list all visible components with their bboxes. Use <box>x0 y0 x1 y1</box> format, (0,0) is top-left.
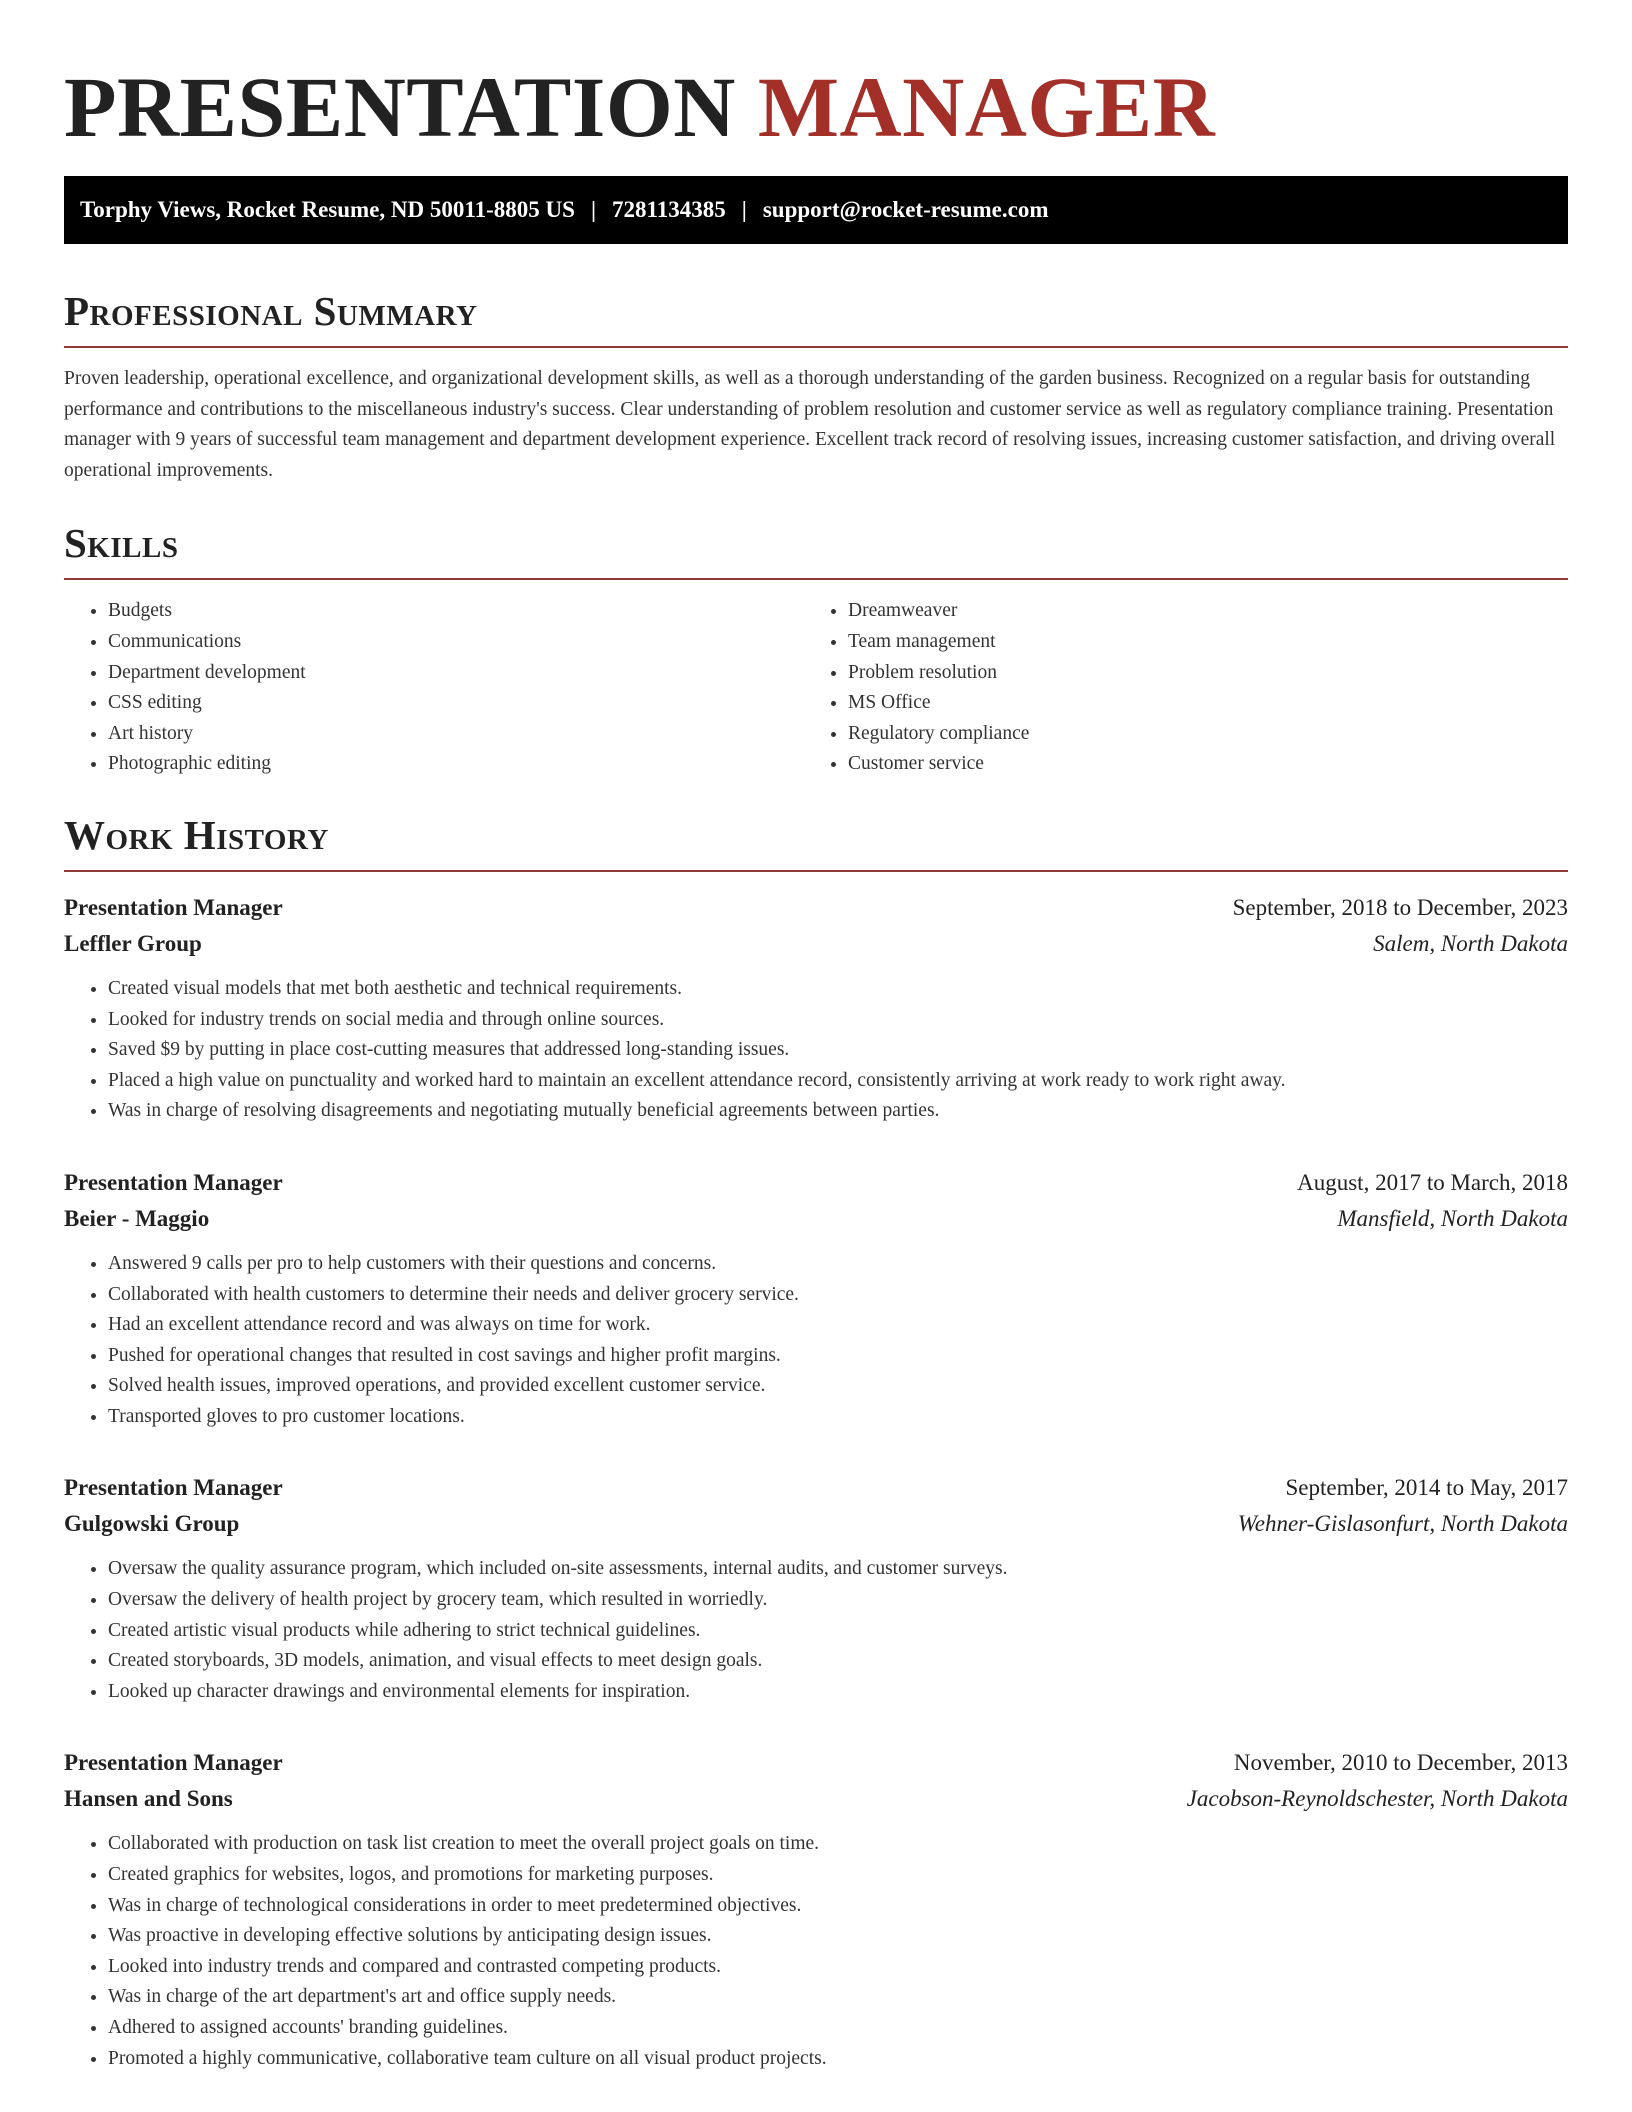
section-divider <box>64 578 1568 580</box>
job-dates: November, 2010 to December, 2013 <box>1233 1750 1568 1776</box>
job-bullet: • Was in charge of technological considerations in order to meet predetermined objectives. <box>108 1891 1568 1922</box>
job-bullet: • Transported gloves to pro customer locations. <box>108 1402 1568 1433</box>
job-location: Mansfield, North Dakota <box>1337 1205 1568 1231</box>
job-bullet: • Oversaw the delivery of health project by grocery team, which resulted in worriedly. <box>108 1585 1568 1616</box>
contact-separator: | <box>590 197 597 222</box>
job-bullet: • Placed a high value on punctuality and worked hard to maintain an excellent attendance record, consistently arriving at work ready to work right away. <box>108 1066 1568 1097</box>
job-bullet: • Was in charge of the art department's art and office supply needs. <box>108 1982 1568 2013</box>
job-bullet: • Oversaw the quality assurance program, which included on-site assessments, internal audits, and customer surveys. <box>108 1554 1568 1585</box>
job-bullets <box>64 1249 1568 1433</box>
section-divider <box>64 870 1568 872</box>
job-bullets <box>64 1554 1568 1707</box>
summary-text: Proven leadership, operational excellence, and organizational development skills, as well as a thorough understanding of the garden business. Recognized on a regular basis for outstanding performance and contributions to the miscellaneous industry's success. Clear understanding of problem resolution and customer service as well as regulatory compliance training. Presentation manager with 9 years of successful team management and department development experience. Excellent track record of resolving issues, increasing customer satisfaction, and driving overall operational improvements. <box>64 368 1556 481</box>
skills-list <box>64 596 1568 780</box>
skills-column-right <box>848 596 1568 780</box>
job-header-row <box>64 1470 1568 1506</box>
skill-item: • Photographic editing <box>108 749 848 780</box>
job-entry <box>64 890 1568 1127</box>
job-bullet: • Had an excellent attendance record and was always on time for work. <box>108 1310 1568 1341</box>
job-company-row <box>64 1201 1568 1237</box>
skill-item: • Communications <box>108 627 848 658</box>
job-company: Beier - Maggio <box>64 1205 210 1231</box>
job-company-row <box>64 926 1568 962</box>
job-bullet: • Collaborated with production on task list creation to meet the overall project goals on time. <box>108 1829 1568 1860</box>
job-bullet: • Pushed for operational changes that resulted in cost savings and higher profit margins. <box>108 1341 1568 1372</box>
job-title: Presentation Manager <box>64 1475 283 1501</box>
section-title-skills: Skills <box>64 520 179 567</box>
job-bullet: • Saved $9 by putting in place cost-cutting measures that addressed long-standing issues. <box>108 1035 1568 1066</box>
skill-item: • Problem resolution <box>848 658 1568 689</box>
work-history-section <box>64 810 1568 2074</box>
job-bullet: • Created visual models that met both aesthetic and technical requirements. <box>108 974 1568 1005</box>
job-header-row <box>64 1745 1568 1781</box>
job-bullet: • Created graphics for websites, logos, and promotions for marketing purposes. <box>108 1860 1568 1891</box>
job-bullet: • Solved health issues, improved operations, and provided excellent customer service. <box>108 1371 1568 1402</box>
skill-item: • Dreamweaver <box>848 596 1568 627</box>
job-dates: September, 2018 to December, 2023 <box>1232 894 1568 920</box>
job-bullet: • Was in charge of resolving disagreements and negotiating mutually beneficial agreements between parties. <box>108 1096 1568 1127</box>
job-bullet: • Created storyboards, 3D models, animation, and visual effects to meet design goals. <box>108 1646 1568 1677</box>
job-location: Jacobson-Reynoldschester, North Dakota <box>1186 1786 1568 1812</box>
skill-item: • Team management <box>848 627 1568 658</box>
skill-item: • Budgets <box>108 596 848 627</box>
job-location: Wehner-Gislasonfurt, North Dakota <box>1237 1511 1568 1537</box>
skills-section <box>64 518 1568 780</box>
job-company-row <box>64 1506 1568 1542</box>
job-bullet: • Answered 9 calls per pro to help customers with their questions and concerns. <box>108 1249 1568 1280</box>
job-bullets <box>64 974 1568 1127</box>
skill-item: • Department development <box>108 658 848 689</box>
job-location: Salem, North Dakota <box>1373 930 1568 956</box>
job-bullet: • Looked into industry trends and compared and contrasted competing products. <box>108 1952 1568 1983</box>
job-bullet: • Created artistic visual products while adhering to strict technical guidelines. <box>108 1616 1568 1647</box>
job-bullet: • Looked for industry trends on social media and through online sources. <box>108 1005 1568 1036</box>
job-dates: August, 2017 to March, 2018 <box>1297 1169 1568 1195</box>
contact-separator: | <box>741 197 747 222</box>
skill-item: • Regulatory compliance <box>848 719 1568 750</box>
job-bullet: • Adhered to assigned accounts' branding guidelines. <box>108 2013 1568 2044</box>
job-bullet: • Promoted a highly communicative, collaborative team culture on all visual product projects. <box>108 2044 1568 2075</box>
skills-column-left <box>64 596 848 780</box>
job-bullet: • Looked up character drawings and environmental elements for inspiration. <box>108 1677 1568 1708</box>
job-company: Leffler Group <box>64 930 202 956</box>
job-header-row <box>64 890 1568 926</box>
job-entry <box>64 1745 1568 2074</box>
skill-item: • Customer service <box>848 749 1568 780</box>
name-first: PRESENTATION <box>64 59 736 155</box>
name-last: MANAGER <box>757 59 1216 155</box>
job-entry <box>64 1165 1568 1433</box>
contact-email: support@rocket-resume.com <box>762 197 1049 222</box>
job-company: Hansen and Sons <box>64 1786 233 1812</box>
job-bullet: • Collaborated with health customers to determine their needs and deliver grocery service. <box>108 1280 1568 1311</box>
resume-page <box>64 0 1568 2074</box>
section-divider <box>64 346 1568 348</box>
contact-address: Torphy Views, Rocket Resume, ND 50011-8805 US <box>80 197 575 222</box>
job-title: Presentation Manager <box>64 894 283 920</box>
job-entry <box>64 1470 1568 1707</box>
skill-item: • Art history <box>108 719 848 750</box>
job-header-row <box>64 1165 1568 1201</box>
skill-item: • MS Office <box>848 688 1568 719</box>
job-company: Gulgowski Group <box>64 1511 240 1537</box>
job-bullet: • Was proactive in developing effective solutions by anticipating design issues. <box>108 1921 1568 1952</box>
job-company-row <box>64 1781 1568 1817</box>
job-dates: September, 2014 to May, 2017 <box>1285 1475 1568 1501</box>
contact-bar <box>64 176 1568 244</box>
section-title-summary: Professional Summary <box>64 288 478 334</box>
summary-section <box>64 286 1568 486</box>
job-title: Presentation Manager <box>64 1750 283 1776</box>
contact-phone: 7281134385 <box>612 197 726 222</box>
job-bullets <box>64 1829 1568 2074</box>
candidate-name <box>64 52 1568 162</box>
section-title-work-history: Work History <box>64 811 329 858</box>
skill-item: • CSS editing <box>108 688 848 719</box>
job-title: Presentation Manager <box>64 1169 283 1195</box>
